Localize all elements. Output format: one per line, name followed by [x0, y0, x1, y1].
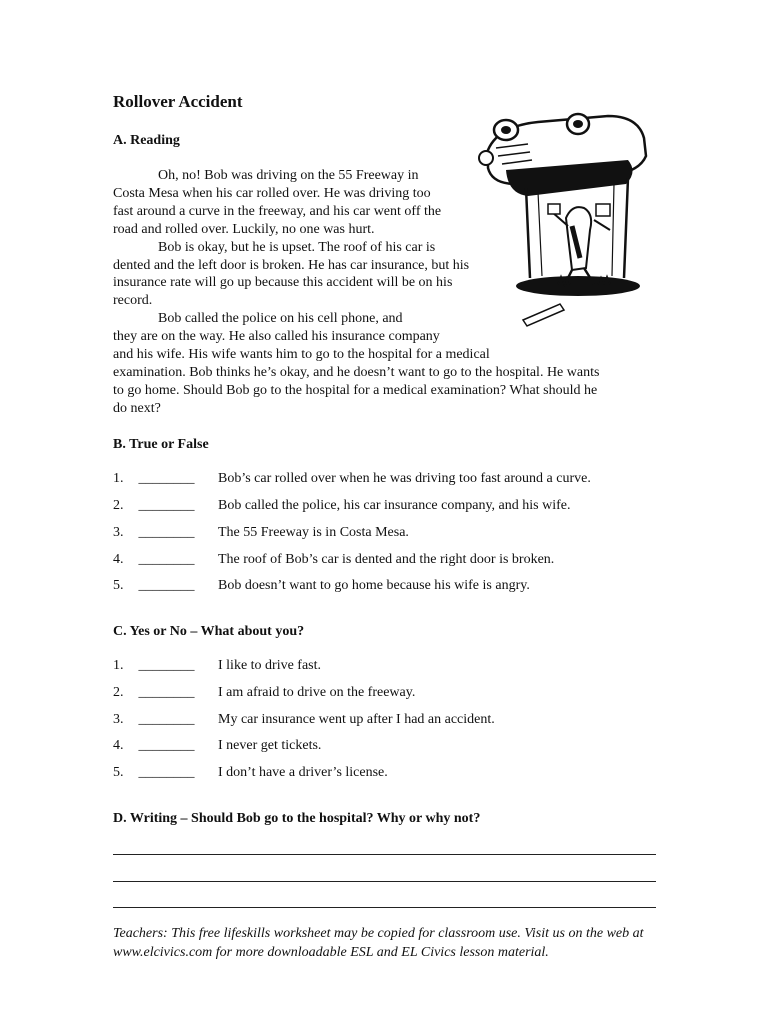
- reading-line: examination. Bob thinks he’s okay, and he doesn’t want to go to the hospital. He wants: [113, 364, 600, 380]
- true-false-item: [113, 525, 409, 541]
- reading-line: dented and the left door is broken. He has car insurance, but his: [113, 257, 470, 273]
- answer-blank[interactable]: ________: [138, 578, 195, 593]
- item-statement: The 55 Freeway is in Costa Mesa.: [218, 525, 409, 540]
- yes-no-item: [113, 765, 388, 781]
- answer-blank[interactable]: ________: [138, 525, 195, 540]
- reading-line: record.: [113, 293, 153, 309]
- item-number: 1.: [113, 471, 124, 486]
- item-statement: Bob called the police, his car insurance company, and his wife.: [218, 498, 571, 513]
- reading-line: Costa Mesa when his car rolled over. He was driving too: [113, 185, 431, 201]
- item-statement: I am afraid to drive on the freeway.: [218, 685, 416, 700]
- reading-line: Bob is okay, but he is upset. The roof of his car is: [158, 239, 436, 255]
- answer-blank[interactable]: ________: [138, 471, 195, 486]
- reading-line: Bob called the police on his cell phone, and: [158, 311, 403, 327]
- answer-blank[interactable]: ________: [138, 498, 195, 513]
- item-statement: I never get tickets.: [218, 738, 322, 753]
- item-number: 2.: [113, 685, 124, 700]
- item-statement: The roof of Bob’s car is dented and the right door is broken.: [218, 552, 555, 567]
- reading-line: road and rolled over. Luckily, no one was hurt.: [113, 221, 375, 237]
- item-statement: Bob’s car rolled over when he was driving too fast around a curve.: [218, 471, 591, 486]
- true-false-item: [113, 578, 530, 594]
- item-number: 4.: [113, 552, 124, 567]
- reading-line: and his wife. His wife wants him to go to the hospital for a medical: [113, 347, 490, 363]
- yes-no-item: [113, 658, 321, 674]
- true-false-item: [113, 471, 591, 487]
- item-statement: I like to drive fast.: [218, 658, 322, 673]
- reading-line: fast around a curve in the freeway, and his car went off the: [113, 203, 442, 219]
- yes-no-item: [113, 685, 415, 701]
- item-number: 2.: [113, 498, 124, 513]
- section-b-heading: B. True or False: [113, 437, 209, 452]
- true-false-item: [113, 498, 570, 514]
- teacher-note: Teachers: This free lifeskills worksheet may be copied for classroom use. Visit us on the web at www.elcivics.com for more downloadable ESL and EL Civics lesson material.: [113, 926, 644, 960]
- reading-line: they are on the way. He also called his insurance company: [113, 329, 440, 345]
- reading-line: insurance rate will go up because this accident will be on his: [113, 275, 453, 291]
- section-d-heading: D. Writing – Should Bob go to the hospital? Why or why not?: [113, 811, 481, 826]
- yes-no-item: [113, 712, 495, 728]
- item-number: 5.: [113, 578, 124, 593]
- item-statement: My car insurance went up after I had an accident.: [218, 712, 495, 727]
- page-title: Rollover Accident: [113, 92, 243, 111]
- writing-line[interactable]: [113, 881, 656, 882]
- item-number: 5.: [113, 765, 124, 780]
- writing-line[interactable]: [113, 854, 656, 855]
- yes-no-item: [113, 738, 321, 754]
- answer-blank[interactable]: ________: [138, 765, 195, 780]
- reading-line: do next?: [113, 400, 161, 416]
- answer-blank[interactable]: ________: [138, 738, 195, 753]
- section-c-heading: C. Yes or No – What about you?: [113, 624, 305, 639]
- item-number: 1.: [113, 658, 124, 673]
- item-number: 3.: [113, 712, 124, 727]
- section-a-heading: A. Reading: [113, 133, 180, 148]
- item-statement: Bob doesn’t want to go home because his wife is angry.: [218, 578, 530, 593]
- answer-blank[interactable]: ________: [138, 685, 195, 700]
- reading-line: Oh, no! Bob was driving on the 55 Freeway in: [158, 168, 419, 183]
- true-false-item: [113, 552, 554, 568]
- answer-blank[interactable]: ________: [138, 552, 195, 567]
- writing-line[interactable]: [113, 907, 656, 908]
- answer-blank[interactable]: ________: [138, 712, 195, 727]
- item-number: 3.: [113, 525, 124, 540]
- item-number: 4.: [113, 738, 124, 753]
- rollover-car-illustration: [468, 108, 668, 338]
- reading-line: to go home. Should Bob go to the hospital for a medical examination? What should he: [113, 382, 598, 398]
- answer-blank[interactable]: ________: [138, 658, 195, 673]
- item-statement: I don’t have a driver’s license.: [218, 765, 388, 780]
